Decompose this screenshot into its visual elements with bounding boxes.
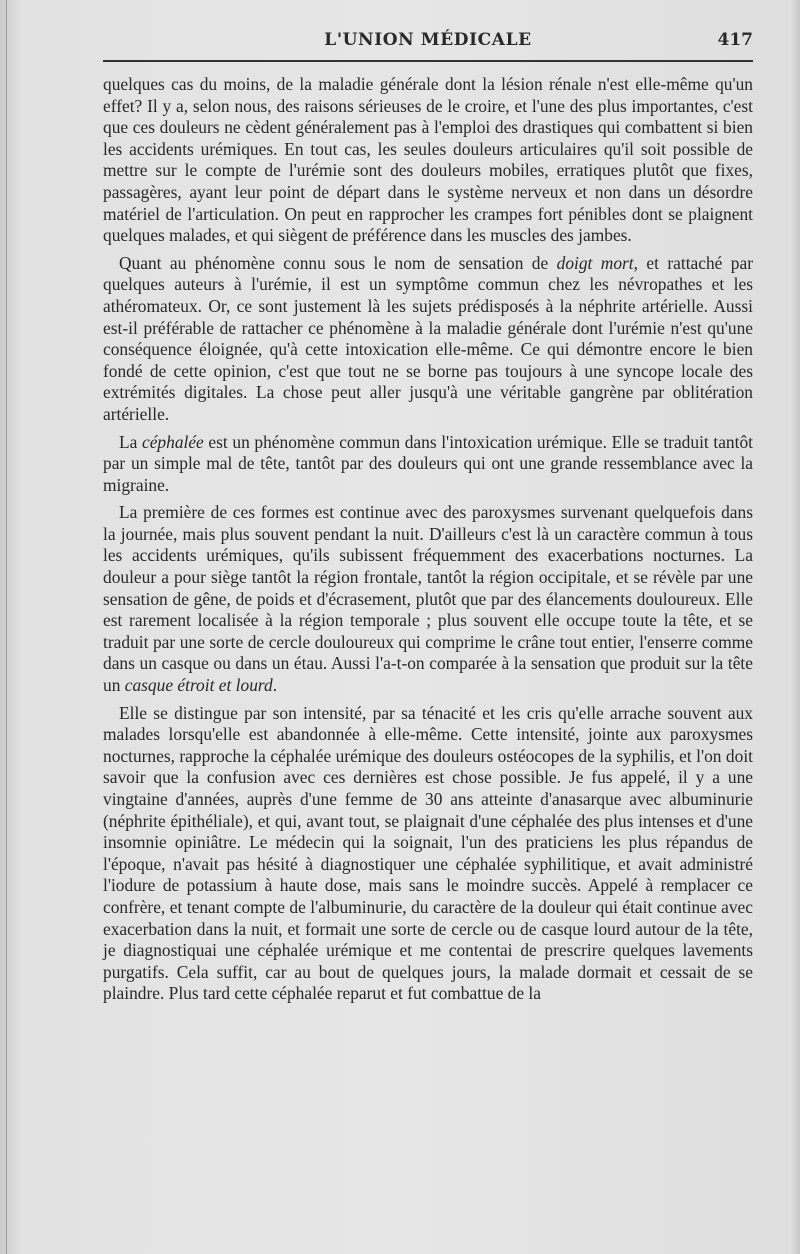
paragraph-4 bbox=[103, 502, 753, 696]
paragraph-2 bbox=[103, 253, 753, 426]
running-title: L'UNION MÉDICALE bbox=[324, 30, 532, 50]
binding-gutter-line bbox=[6, 0, 7, 1254]
paragraph-1-text: quelques cas du moins, de la maladie générale dont la lésion rénale n'est elle-même qu'un effet? Il y a, selon nous, des raisons sérieuses de le croire, et l'une des plus importantes, c'est que ces douleurs ne cèdent généralement pas à l'emploi des drastiques qui combattent si bien les accidents urémiques. En tout cas, les seules douleurs articulaires qu'il soit possible de mettre sur le compte de l'urémie sont des douleurs mobiles, erratiques plutôt que fixes, passagères, ayant leur point de départ dans le système nerveux et non dans un désordre matériel de l'articulation. On peut en rapprocher les crampes fort pénibles dont se plaignent quelques malades, et qui siègent de préférence dans les muscles des jambes. bbox=[103, 74, 753, 246]
paragraph-4-text-after: . bbox=[272, 675, 278, 696]
page-header bbox=[103, 28, 753, 58]
paragraph-4-text-before: La première de ces formes est continue avec des paroxysmes survenant quelquefois dans la journée, mais plus souvent pendant la nuit. D'ailleurs c'est là un caractère commun à tous les accidents urémiques, qu'ils subissent fréquemment des exacerbations nocturnes. La douleur a pour siège tantôt la région frontale, tantôt la région occipitale, et se révèle par une sensation de gêne, de poids et d'écrasement, plutôt que par des élancements douloureux. Elle est rarement localisée à la région temporale ; plus souvent elle occupe toute la tête, et se traduit par une sorte de cercle douloureux qui comprime le crâne tout entier, l'enserre comme dans un casque ou dans un étau. Aussi l'a-t-on comparée à la sensation que produit sur la tête un bbox=[103, 502, 753, 696]
paragraph-3-text-after: est un phénomène commun dans l'intoxication urémique. Elle se traduit tantôt par un simple mal de tête, tantôt par des douleurs qui ont une grande ressemblance avec la migraine. bbox=[103, 431, 753, 495]
paragraph-3 bbox=[103, 432, 753, 497]
page-number: 417 bbox=[717, 30, 753, 50]
paragraph-2-text-after: , et rattaché par quelques auteurs à l'urémie, il est un symptôme commun chez les névropathes et les athéromateux. Or, ce sont justement là les sujets prédisposés à la néphrite artérielle. Aussi est-il préférable de rattacher ce phénomène à la maladie générale dont l'urémie n'est qu'une conséquence éloignée, qu'à cette intoxication elle-même. Ce qui démontre encore le bien fondé de cette opinion, c'est que tout ne se borne pas toujours à une syncope locale des extrémités digitales. La chose peut aller jusqu'à une véritable gangrène par oblitération artérielle. bbox=[103, 252, 753, 424]
paragraph-5-text: Elle se distingue par son intensité, par sa ténacité et les cris qu'elle arrache souvent aux malades lorsqu'elle est abandonnée à elle-même. Cette intensité, jointe aux paroxysmes nocturnes, rapproche la céphalée urémique des douleurs ostéocopes de la syphilis, et l'on doit savoir que la confusion avec ces dernières est chose possible. Je fus appelé, il y a une vingtaine d'années, auprès d'une femme de 30 ans atteinte d'anasarque avec albuminurie (néphrite épithéliale), et qui, avant tout, se plaignait d'une céphalée des plus intenses et d'une insomnie opiniâtre. Le médecin qui la soignait, l'un des praticiens les plus répandus de l'époque, n'avait pas hésité à diagnostiquer une céphalée syphilitique, et avait administré l'iodure de potassium à haute dose, mais sans le moindre succès. Appelé à remplacer ce confrère, et tenant compte de l'albuminurie, du caractère de la douleur qui était continue avec exacerbation dans la nuit, et formait une sorte de cercle ou de casque lourd autour de la tête, je diagnostiquai une céphalée urémique et me contentai de prescrire quelques lavements purgatifs. Cela suffit, car au bout de quelques jours, la malade dormait et cessait de se plaindre. Plus tard cette céphalée reparut et fut combattue de la bbox=[103, 702, 753, 1004]
header-rule bbox=[103, 60, 753, 62]
paragraph-4-emphasis: casque étroit et lourd bbox=[124, 675, 273, 696]
paragraph-2-emphasis: doigt mort bbox=[556, 252, 634, 273]
paragraph-3-text-before: La bbox=[119, 431, 142, 452]
paragraph-5 bbox=[103, 703, 753, 1005]
body-text bbox=[103, 74, 753, 1011]
paragraph-1 bbox=[103, 74, 753, 247]
paragraph-2-text-before: Quant au phénomène connu sous le nom de sensation de bbox=[119, 252, 557, 273]
paragraph-3-emphasis: céphalée bbox=[141, 431, 204, 452]
